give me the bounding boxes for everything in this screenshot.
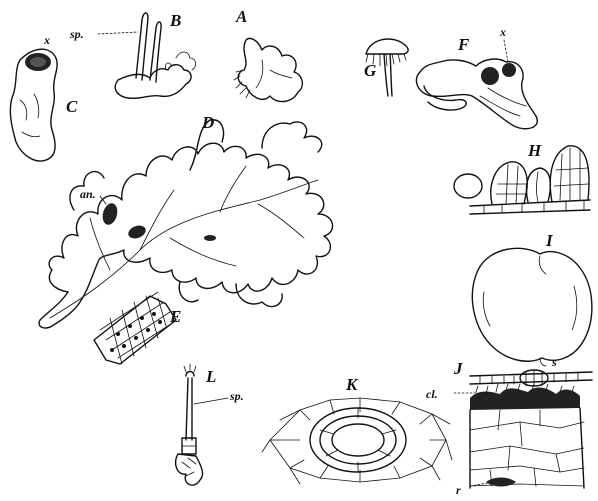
label-an: an. [80,187,96,201]
figure-j-section [454,370,592,488]
label-d: D [202,113,215,132]
figure-f-thallus [416,40,537,129]
figure-e-cells [94,292,176,364]
figure-i-body [472,248,592,366]
label-e: E [170,307,182,326]
figure-k-pore [262,398,452,484]
figure-d-thallus [39,120,332,328]
label-k: K [346,375,358,394]
label-a: A [236,7,248,26]
sp-b-leader [98,32,138,34]
label-g: G [364,61,377,80]
label-b: B [170,11,182,30]
label-c: C [66,97,78,116]
figure-b-thallus [115,13,195,99]
label-x-f: x [500,25,506,39]
label-cl: cl. [426,387,438,401]
label-sp-l: sp. [230,389,244,403]
label-l: L [206,367,217,386]
figure-h-archegonia [454,146,590,214]
figure-a-thallus [234,38,302,101]
figure-l-sporophyte [176,364,228,485]
label-i: I [546,231,553,250]
label-sp-b: sp. [70,27,84,41]
label-s: s [552,355,557,369]
label-r: r [456,483,461,497]
label-h: H [528,141,542,160]
label-f: F [458,35,470,54]
label-j: J [454,359,463,378]
figure-c-lobe [10,49,57,161]
label-x-c: x [44,33,50,47]
